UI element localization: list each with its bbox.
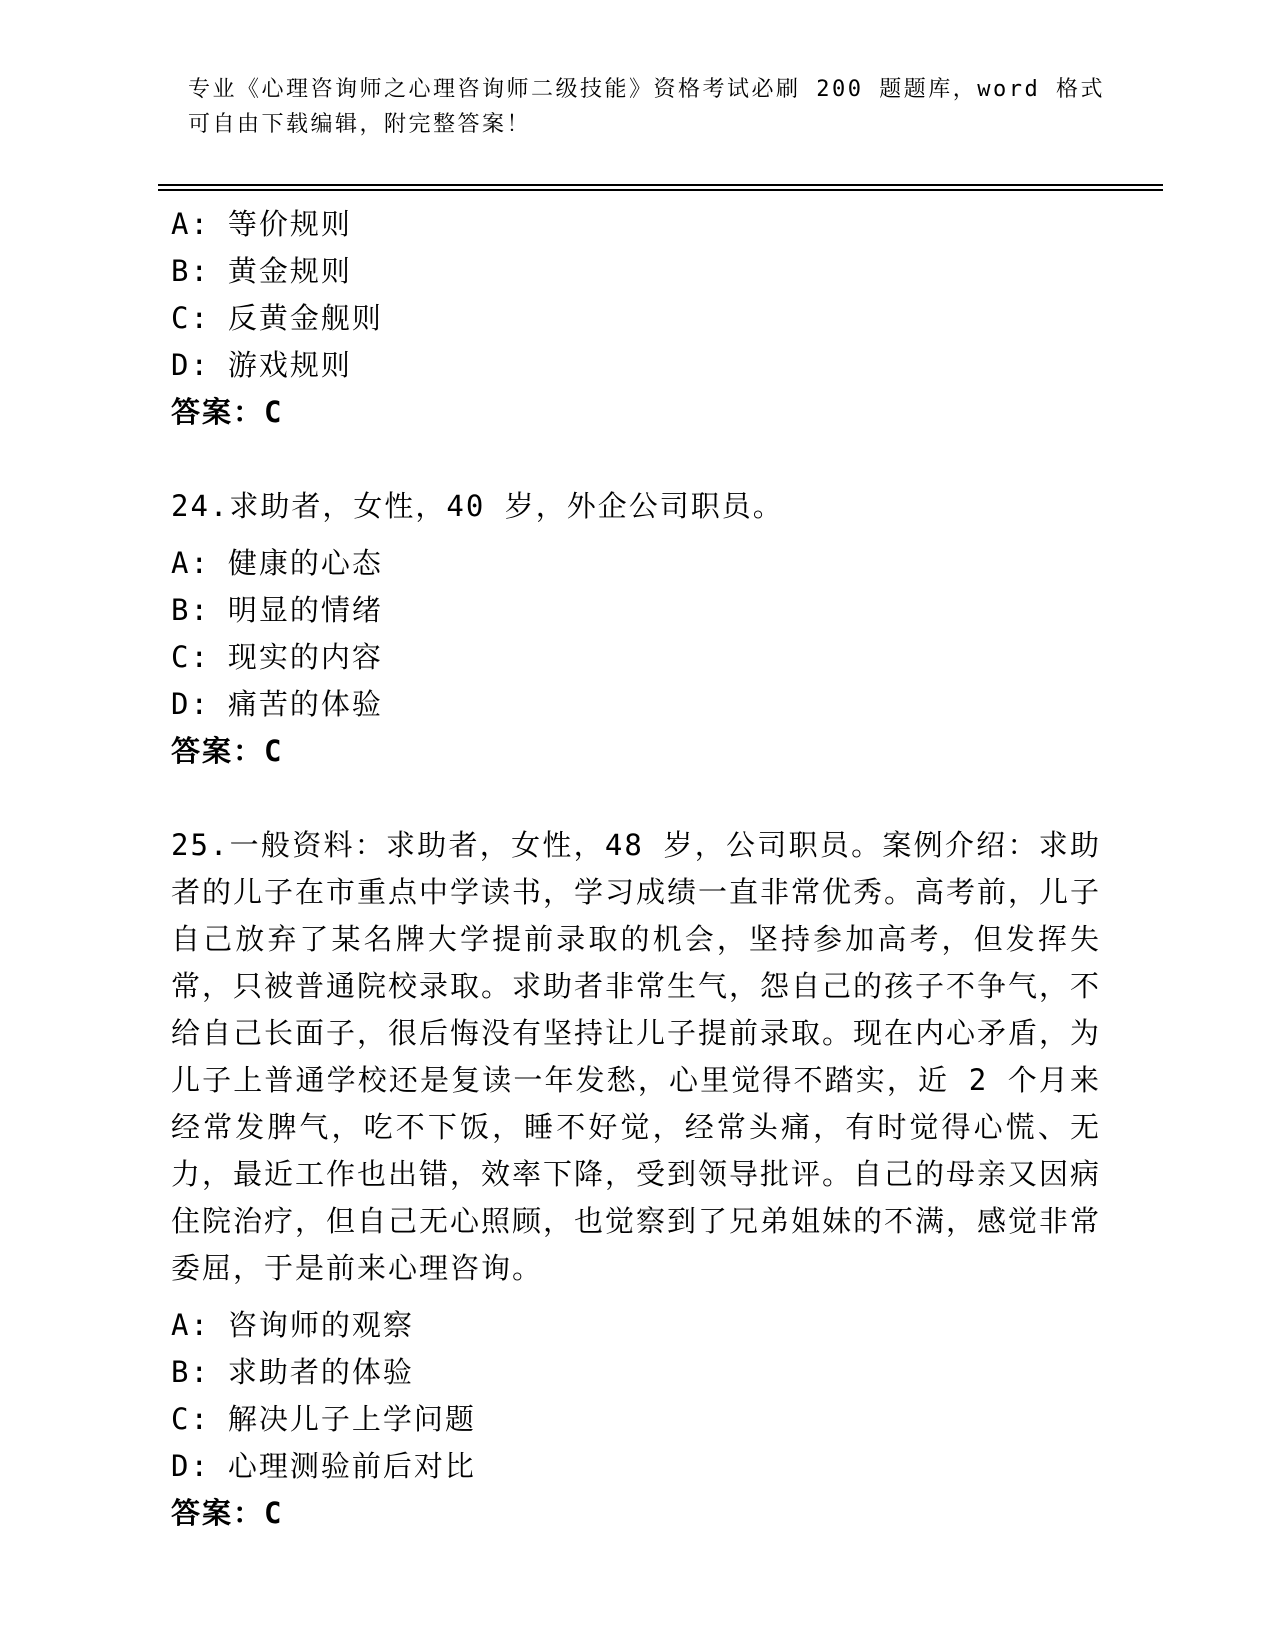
question-25 xyxy=(171,822,1101,1537)
option-label: A: xyxy=(171,207,210,241)
option-text: 游戏规则 xyxy=(227,348,352,382)
option-text: 等价规则 xyxy=(227,207,352,241)
option-row xyxy=(171,540,1101,587)
option-text: 健康的心态 xyxy=(227,546,383,580)
option-label: B: xyxy=(171,1355,210,1389)
option-label: D: xyxy=(171,1449,210,1483)
option-label: C: xyxy=(171,640,210,674)
answer-row xyxy=(171,728,1101,775)
question-23-options xyxy=(171,201,1101,436)
option-row xyxy=(171,201,1101,248)
option-row xyxy=(171,342,1101,389)
answer-label: 答案： xyxy=(171,1496,265,1530)
option-row xyxy=(171,248,1101,295)
option-text: 反黄金舰则 xyxy=(227,301,383,335)
header-divider xyxy=(158,184,1163,191)
question-24 xyxy=(171,483,1101,775)
answer-row xyxy=(171,1490,1101,1537)
answer-row xyxy=(171,389,1101,436)
option-row xyxy=(171,1443,1101,1490)
page-header xyxy=(158,0,1163,142)
questions-container xyxy=(158,191,1163,1537)
answer-label: 答案： xyxy=(171,395,265,429)
option-row xyxy=(171,681,1101,728)
question-number: 24. xyxy=(171,489,230,523)
option-label: D: xyxy=(171,687,210,721)
option-label: A: xyxy=(171,546,210,580)
option-text: 求助者的体验 xyxy=(227,1355,414,1389)
option-label: C: xyxy=(171,301,210,335)
question-stem xyxy=(171,822,1101,1292)
answer-value: C xyxy=(264,1496,284,1530)
option-label: D: xyxy=(171,348,210,382)
option-text: 黄金规则 xyxy=(227,254,352,288)
answer-value: C xyxy=(264,734,284,768)
option-row xyxy=(171,1349,1101,1396)
option-label: B: xyxy=(171,254,210,288)
option-text: 解决儿子上学问题 xyxy=(227,1402,476,1436)
option-row xyxy=(171,1396,1101,1443)
option-text: 心理测验前后对比 xyxy=(227,1449,476,1483)
page-content xyxy=(158,0,1163,1537)
header-line-1: 专业《心理咨询师之心理咨询师二级技能》资格考试必刷 200 题题库，word 格式 xyxy=(188,77,1105,102)
option-row xyxy=(171,587,1101,634)
option-row xyxy=(171,634,1101,681)
option-row xyxy=(171,295,1101,342)
question-stem-text: 求助者，女性，40 岁，外企公司职员。 xyxy=(229,489,784,523)
header-line-2: 可自由下载编辑，附完整答案！ xyxy=(188,112,532,137)
option-label: A: xyxy=(171,1308,210,1342)
question-stem-text: 一般资料：求助者，女性，48 岁，公司职员。案例介绍：求助者的儿子在市重点中学读书，学习成绩一直非常优秀。高考前，儿子自己放弃了某名牌大学提前录取的机会，坚持参加高考，但发挥失常，只被普通院校录取。求助者非常生气，怨自己的孩子不争气，不给自己长面子，很后悔没有坚持让儿子提前录取。现在内心矛盾，为儿子上普通学校还是复读一年发愁，心里觉得不踏实，近 2 个月来经常发脾气，吃不下饭，睡不好觉，经常头痛，有时觉得心慌、无力，最近工作也出错，效率下降，受到领导批评。自己的母亲又因病住院治疗，但自己无心照顾，也觉察到了兄弟姐妹的不满，感觉非常委屈，于是前来心理咨询。 xyxy=(171,828,1102,1285)
answer-label: 答案： xyxy=(171,734,265,768)
answer-value: C xyxy=(264,395,284,429)
question-stem xyxy=(171,483,1101,530)
option-text: 痛苦的体验 xyxy=(227,687,383,721)
option-text: 明显的情绪 xyxy=(227,593,383,627)
option-text: 咨询师的观察 xyxy=(227,1308,414,1342)
option-text: 现实的内容 xyxy=(227,640,383,674)
option-row xyxy=(171,1302,1101,1349)
question-number: 25. xyxy=(171,828,230,862)
option-label: C: xyxy=(171,1402,210,1436)
option-label: B: xyxy=(171,593,210,627)
